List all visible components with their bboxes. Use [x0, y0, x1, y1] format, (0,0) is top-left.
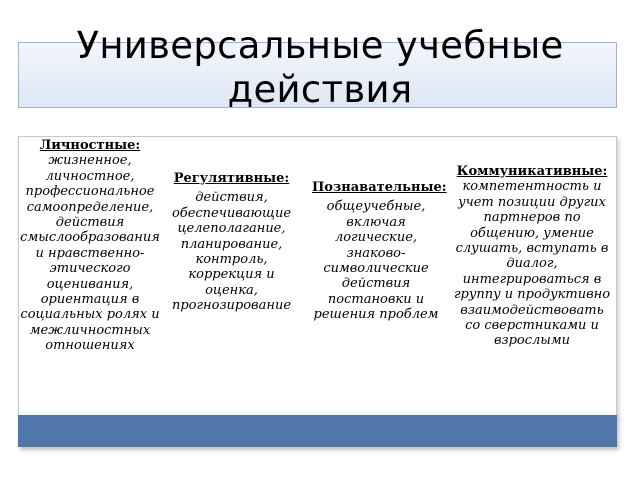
column-communicative-text: компетентность и учет позиции других партнеров по общению, умение слушать, вступать в диалог, интегрироваться в группу и продуктивно взаимодействовать со сверстниками и взрослыми [453, 179, 611, 349]
column-cognitive-text: общеучебные, включая логические, знаково-символические действия постановки и решения проблем [313, 199, 439, 323]
column-personal-heading: Личностные: [39, 138, 141, 153]
bottom-bar [18, 415, 617, 447]
column-regulatory-heading: Регулятивные: [173, 171, 290, 186]
column-communicative-heading: Коммуникативные: [456, 164, 608, 179]
column-communicative [452, 164, 612, 349]
column-regulatory-text: действия, обеспечивающие целеполагание, планирование, контроль, коррекция и оценка, прогнозирование [171, 190, 292, 314]
column-cognitive [312, 180, 447, 323]
column-personal [20, 138, 160, 354]
column-cognitive-heading: Познавательные: [312, 180, 447, 195]
column-personal-text: жизненное, личностное, профессиональное самоопределение, действия смыслообразования и нравственно-этического оценивания, ориентация в социальных ролях и межличностных отношениях [20, 153, 160, 354]
column-regulatory [164, 171, 299, 314]
slide-title: Универсальные учебные действия [76, 24, 564, 111]
